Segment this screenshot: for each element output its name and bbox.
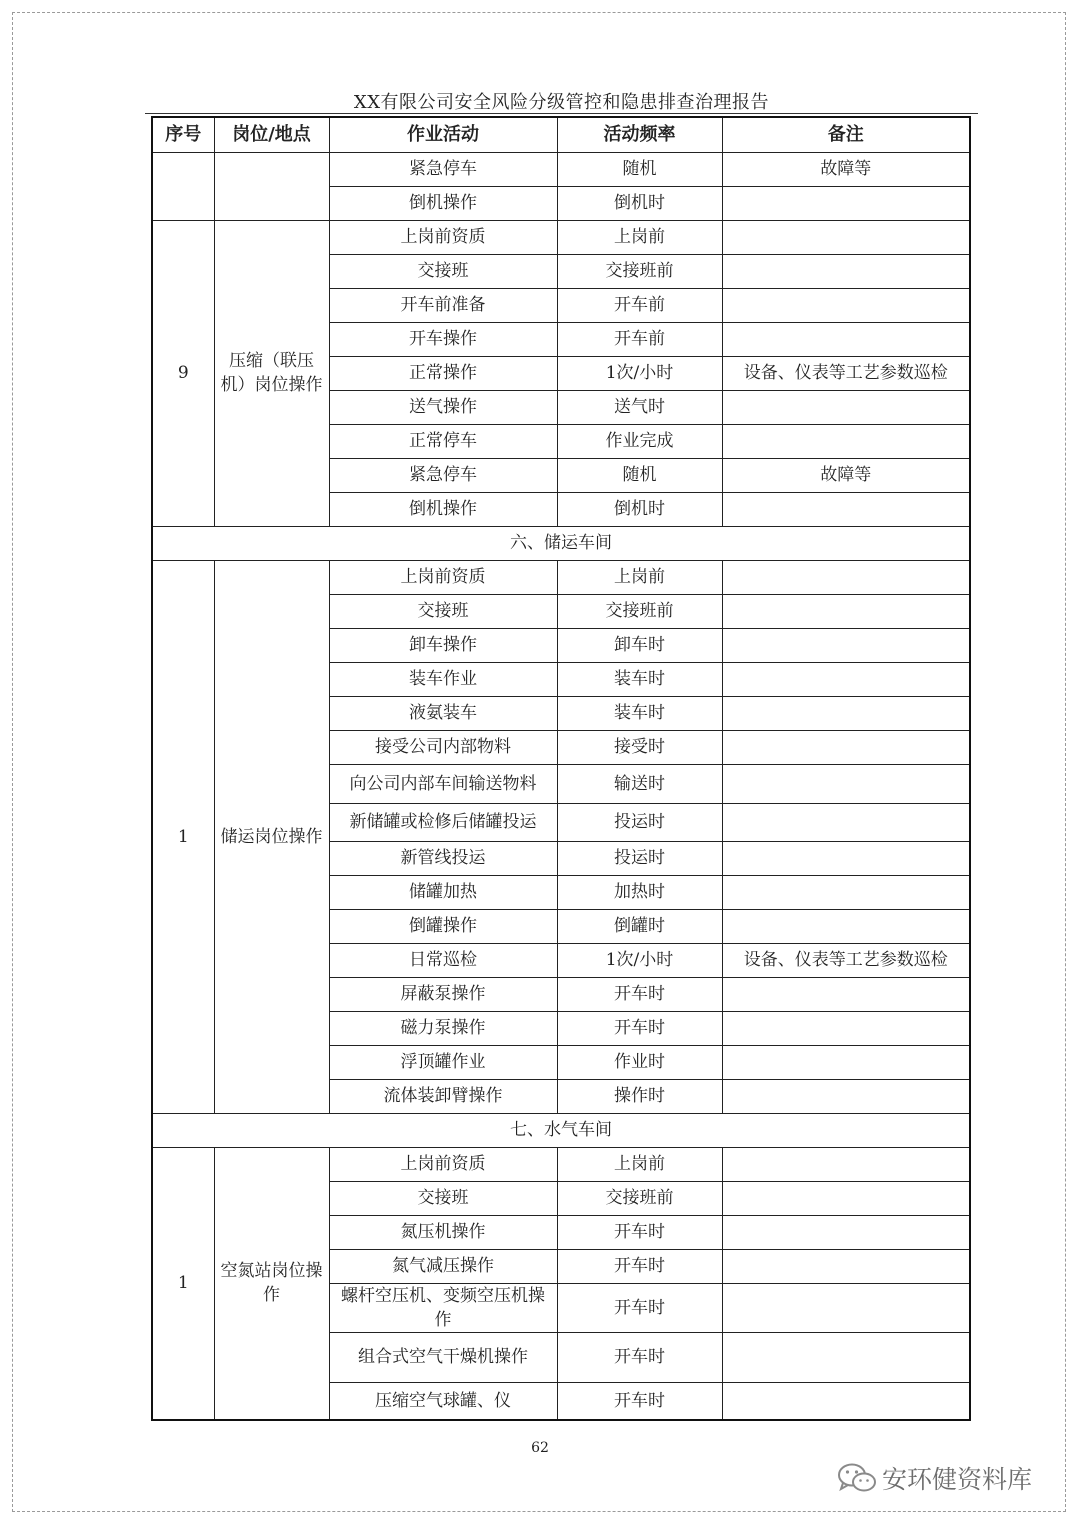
activity-cell: 新管线投运	[329, 841, 557, 875]
frequency-cell: 加热时	[557, 875, 722, 909]
frequency-cell: 上岗前	[557, 220, 722, 254]
activity-cell: 氮压机操作	[329, 1215, 557, 1249]
location-cell	[214, 152, 329, 220]
frequency-cell: 交接班前	[557, 594, 722, 628]
location-cell: 压缩（联压机）岗位操作	[214, 220, 329, 526]
remark-cell	[722, 977, 970, 1011]
frequency-cell: 1次/小时	[557, 356, 722, 390]
remark-cell	[722, 1011, 970, 1045]
header-remark: 备注	[722, 117, 970, 152]
section-title: 七、水气车间	[152, 1113, 970, 1147]
table-row	[152, 220, 970, 254]
remark-cell	[722, 186, 970, 220]
activity-cell: 倒机操作	[329, 186, 557, 220]
header-frequency: 活动频率	[557, 117, 722, 152]
frequency-cell: 卸车时	[557, 628, 722, 662]
remark-cell	[722, 1147, 970, 1181]
frequency-cell: 投运时	[557, 841, 722, 875]
remark-cell: 设备、仪表等工艺参数巡检	[722, 943, 970, 977]
activity-cell: 装车作业	[329, 662, 557, 696]
remark-cell	[722, 1215, 970, 1249]
activity-cell: 正常停车	[329, 424, 557, 458]
activity-cell: 开车前准备	[329, 288, 557, 322]
table-row	[152, 1147, 970, 1181]
remark-cell	[722, 909, 970, 943]
table-row	[152, 560, 970, 594]
watermark-text: 安环健资料库	[882, 1465, 1033, 1494]
remark-cell	[722, 764, 970, 803]
activity-cell: 上岗前资质	[329, 220, 557, 254]
remark-cell	[722, 594, 970, 628]
risk-table	[151, 116, 971, 1421]
remark-cell	[722, 254, 970, 288]
frequency-cell: 开车前	[557, 288, 722, 322]
remark-cell	[722, 1283, 970, 1332]
frequency-cell: 随机	[557, 458, 722, 492]
header-activity: 作业活动	[329, 117, 557, 152]
remark-cell	[722, 1332, 970, 1382]
frequency-cell: 开车前	[557, 322, 722, 356]
activity-cell: 螺杆空压机、变频空压机操作	[329, 1283, 557, 1332]
remark-cell	[722, 696, 970, 730]
frequency-cell: 装车时	[557, 696, 722, 730]
activity-cell: 氮气减压操作	[329, 1249, 557, 1283]
remark-cell	[722, 322, 970, 356]
activity-cell: 日常巡检	[329, 943, 557, 977]
remark-cell	[722, 1181, 970, 1215]
remark-cell: 设备、仪表等工艺参数巡检	[722, 356, 970, 390]
table-row	[152, 152, 970, 186]
section-row	[152, 526, 970, 560]
seq-cell	[152, 152, 214, 220]
remark-cell	[722, 288, 970, 322]
section-row	[152, 1113, 970, 1147]
activity-cell: 上岗前资质	[329, 560, 557, 594]
remark-cell	[722, 560, 970, 594]
activity-cell: 倒罐操作	[329, 909, 557, 943]
remark-cell	[722, 662, 970, 696]
frequency-cell: 操作时	[557, 1079, 722, 1113]
location-cell: 储运岗位操作	[214, 560, 329, 1113]
header-location: 岗位/地点	[214, 117, 329, 152]
header-rule	[145, 113, 978, 114]
frequency-cell: 开车时	[557, 1011, 722, 1045]
frequency-cell: 倒机时	[557, 492, 722, 526]
frequency-cell: 倒罐时	[557, 909, 722, 943]
seq-cell: 9	[152, 220, 214, 526]
activity-cell: 上岗前资质	[329, 1147, 557, 1181]
document-header-title: XX有限公司安全风险分级管控和隐患排查治理报告	[353, 92, 770, 113]
seq-cell: 1	[152, 1147, 214, 1420]
wechat-icon	[836, 1461, 878, 1495]
activity-cell: 交接班	[329, 594, 557, 628]
frequency-cell: 输送时	[557, 764, 722, 803]
remark-cell	[722, 1079, 970, 1113]
frequency-cell: 接受时	[557, 730, 722, 764]
activity-cell: 交接班	[329, 254, 557, 288]
remark-cell	[722, 803, 970, 841]
activity-cell: 开车操作	[329, 322, 557, 356]
frequency-cell: 上岗前	[557, 1147, 722, 1181]
activity-cell: 交接班	[329, 1181, 557, 1215]
table-header-row	[152, 117, 970, 152]
frequency-cell: 装车时	[557, 662, 722, 696]
frequency-cell: 交接班前	[557, 1181, 722, 1215]
page-number: 62	[531, 1440, 549, 1456]
activity-cell: 向公司内部车间输送物料	[329, 764, 557, 803]
frequency-cell: 上岗前	[557, 560, 722, 594]
activity-cell: 压缩空气球罐、仪	[329, 1382, 557, 1420]
remark-cell	[722, 875, 970, 909]
activity-cell: 屏蔽泵操作	[329, 977, 557, 1011]
remark-cell	[722, 220, 970, 254]
frequency-cell: 作业完成	[557, 424, 722, 458]
activity-cell: 储罐加热	[329, 875, 557, 909]
frequency-cell: 开车时	[557, 1332, 722, 1382]
frequency-cell: 开车时	[557, 977, 722, 1011]
activity-cell: 流体装卸臂操作	[329, 1079, 557, 1113]
remark-cell	[722, 841, 970, 875]
frequency-cell: 投运时	[557, 803, 722, 841]
remark-cell	[722, 1249, 970, 1283]
activity-cell: 紧急停车	[329, 458, 557, 492]
watermark	[836, 1458, 1032, 1498]
risk-table-body	[152, 117, 970, 1420]
seq-cell: 1	[152, 560, 214, 1113]
frequency-cell: 送气时	[557, 390, 722, 424]
frequency-cell: 开车时	[557, 1215, 722, 1249]
frequency-cell: 开车时	[557, 1382, 722, 1420]
remark-cell: 故障等	[722, 458, 970, 492]
frequency-cell: 倒机时	[557, 186, 722, 220]
header-seq: 序号	[152, 117, 214, 152]
frequency-cell: 随机	[557, 152, 722, 186]
activity-cell: 送气操作	[329, 390, 557, 424]
activity-cell: 磁力泵操作	[329, 1011, 557, 1045]
activity-cell: 卸车操作	[329, 628, 557, 662]
location-cell: 空氮站岗位操作	[214, 1147, 329, 1420]
frequency-cell: 交接班前	[557, 254, 722, 288]
remark-cell: 故障等	[722, 152, 970, 186]
remark-cell	[722, 628, 970, 662]
activity-cell: 紧急停车	[329, 152, 557, 186]
remark-cell	[722, 1045, 970, 1079]
activity-cell: 倒机操作	[329, 492, 557, 526]
remark-cell	[722, 1382, 970, 1420]
activity-cell: 组合式空气干燥机操作	[329, 1332, 557, 1382]
remark-cell	[722, 424, 970, 458]
activity-cell: 浮顶罐作业	[329, 1045, 557, 1079]
activity-cell: 液氨装车	[329, 696, 557, 730]
activity-cell: 正常操作	[329, 356, 557, 390]
frequency-cell: 作业时	[557, 1045, 722, 1079]
remark-cell	[722, 492, 970, 526]
section-title: 六、储运车间	[152, 526, 970, 560]
frequency-cell: 开车时	[557, 1249, 722, 1283]
remark-cell	[722, 730, 970, 764]
remark-cell	[722, 390, 970, 424]
frequency-cell: 开车时	[557, 1283, 722, 1332]
frequency-cell: 1次/小时	[557, 943, 722, 977]
activity-cell: 新储罐或检修后储罐投运	[329, 803, 557, 841]
activity-cell: 接受公司内部物料	[329, 730, 557, 764]
